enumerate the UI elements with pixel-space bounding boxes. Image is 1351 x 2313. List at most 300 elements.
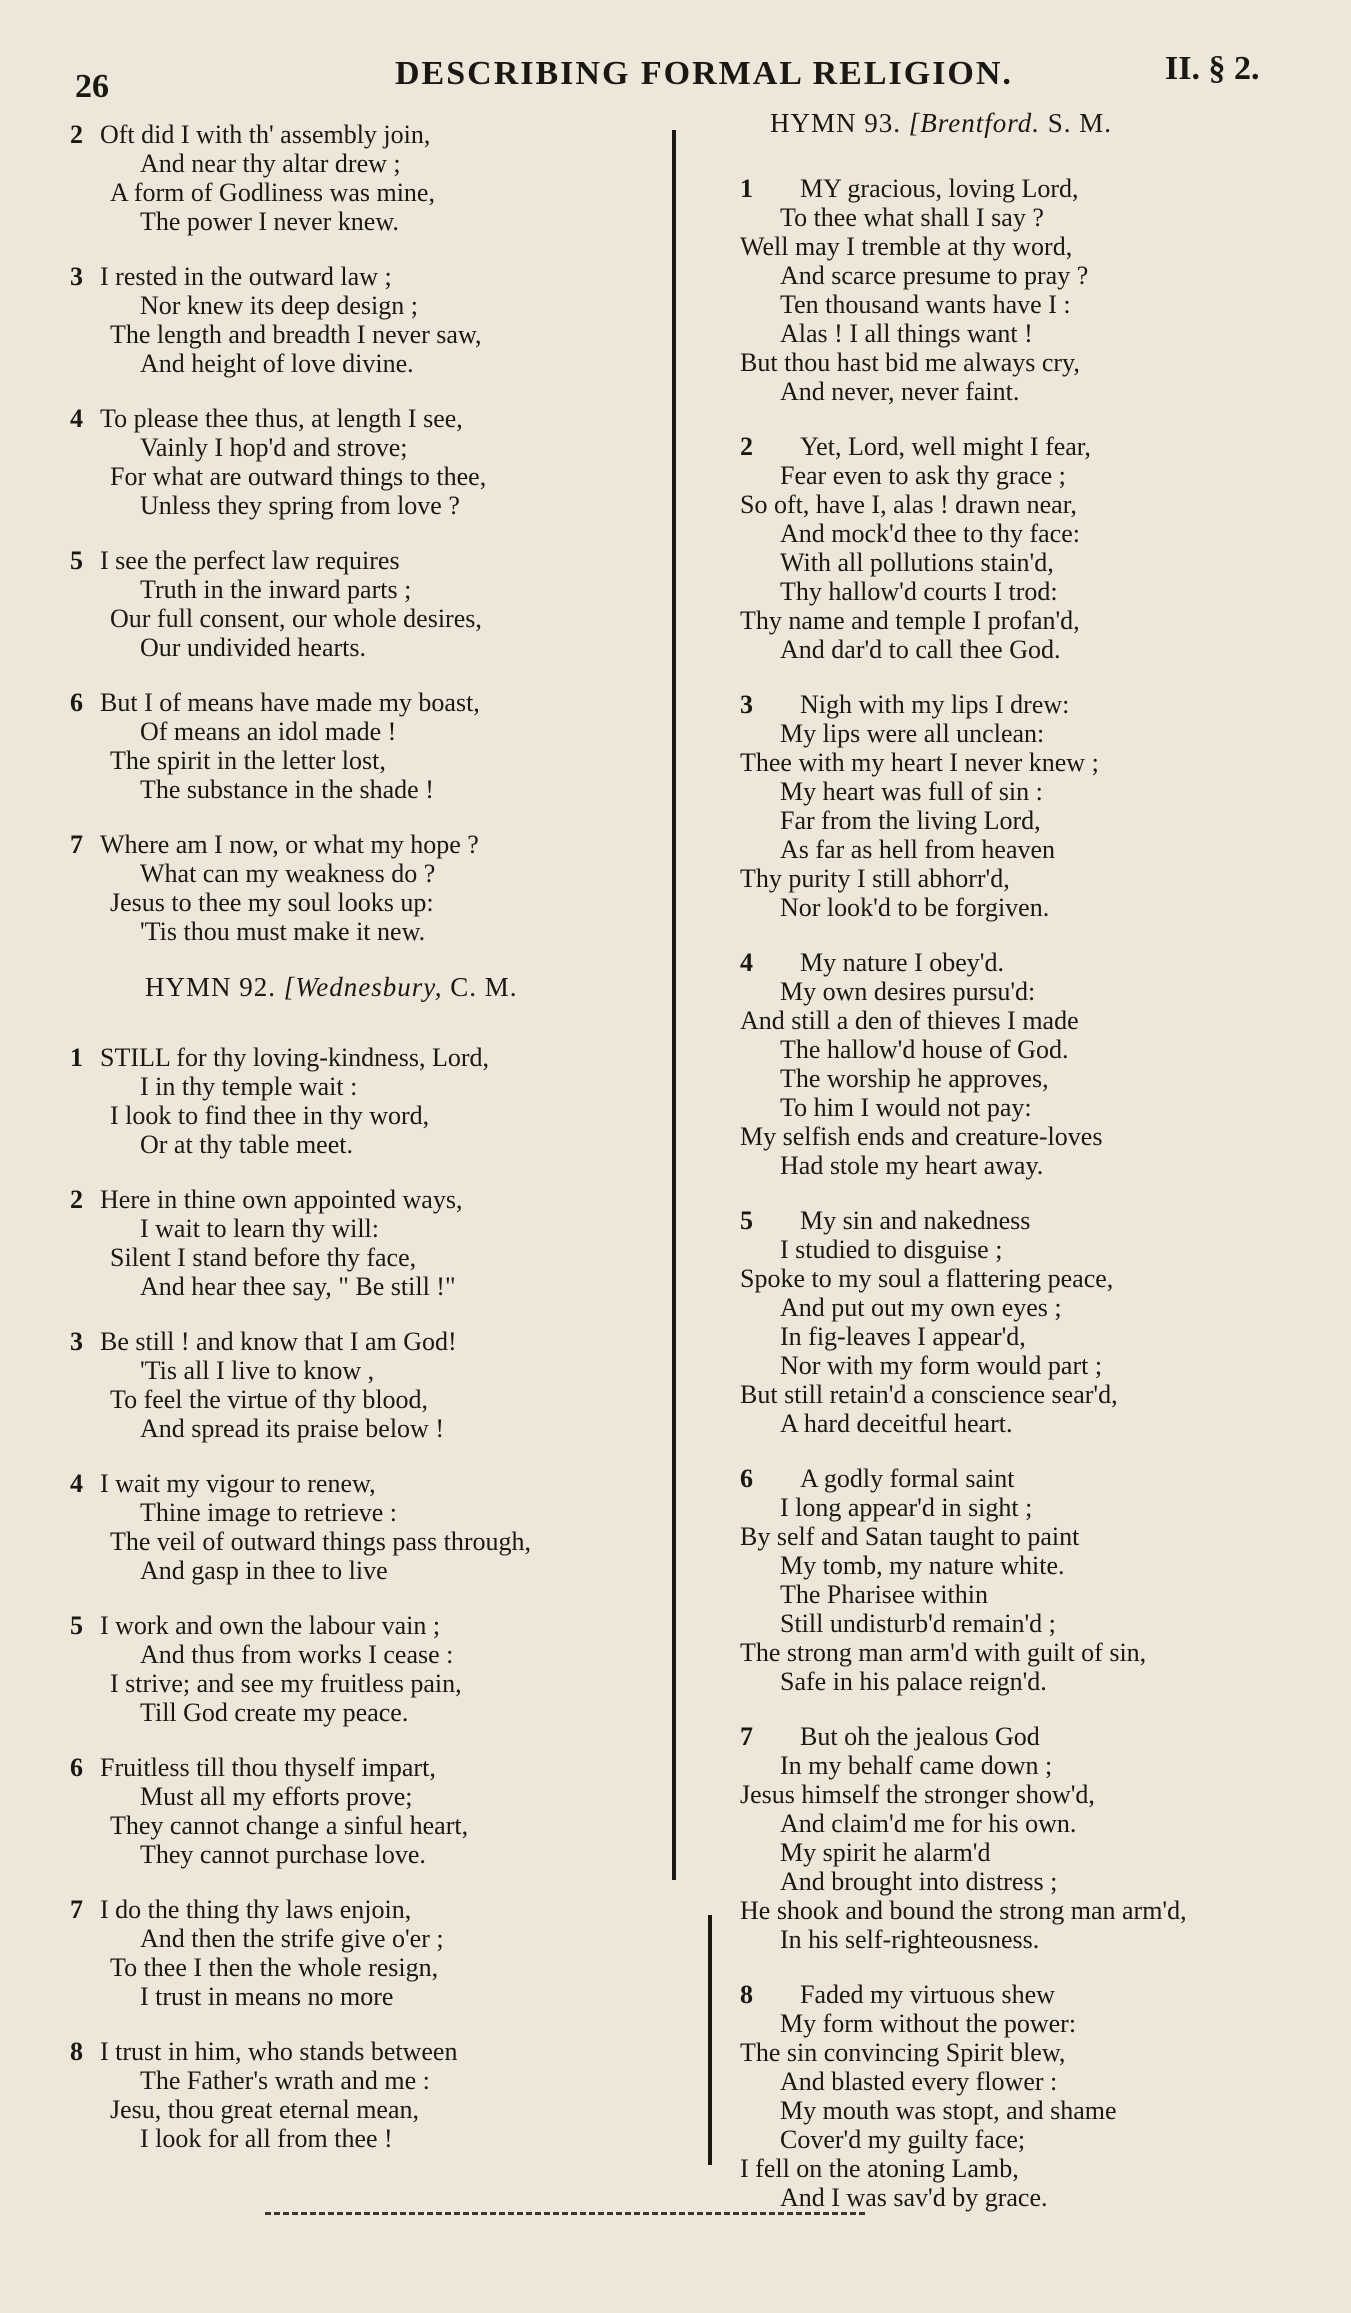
verse-line <box>740 948 1335 977</box>
verse-line <box>740 1751 1335 1780</box>
verse-line <box>740 1551 1335 1580</box>
verse-text: Nor with my form would part ; <box>780 1351 1103 1380</box>
verse-text: My lips were all unclean: <box>780 719 1045 748</box>
verse-line <box>70 1611 670 1640</box>
verse-text: I do the thing thy laws enjoin, <box>100 1895 412 1924</box>
verse-line <box>70 1043 670 1072</box>
verse-line <box>70 262 670 291</box>
verse-line <box>740 1409 1335 1438</box>
verse-text: The length and breadth I never saw, <box>110 320 482 349</box>
stanza <box>70 1327 670 1443</box>
verse-line <box>70 349 670 378</box>
verse-text: Silent I stand before thy face, <box>110 1243 417 1272</box>
verse-line <box>740 2125 1335 2154</box>
stanza-number: 8 <box>70 2037 83 2066</box>
verse-line <box>70 1982 670 2011</box>
verse-text: Spoke to my soul a flattering peace, <box>740 1264 1114 1293</box>
verse-text: The strong man arm'd with guilt of sin, <box>740 1638 1147 1667</box>
verse-text: Fruitless till thou thyself impart, <box>100 1753 436 1782</box>
verse-text: In my behalf came down ; <box>780 1751 1053 1780</box>
verse-text: Ten thousand wants have I : <box>780 290 1071 319</box>
verse-line <box>70 633 670 662</box>
stanza-number: 5 <box>70 546 83 575</box>
verse-line <box>740 1838 1335 1867</box>
verse-text: I wait to learn thy will: <box>140 1214 380 1243</box>
hymn-93-stanzas <box>740 174 1335 2212</box>
verse-text: Be still ! and know that I am God! <box>100 1327 457 1356</box>
verse-line <box>70 120 670 149</box>
verse-text: The substance in the shade ! <box>140 775 434 804</box>
verse-line <box>70 1243 670 1272</box>
verse-text: Our full consent, our whole desires, <box>110 604 482 633</box>
stanza <box>70 1753 670 1869</box>
hymn-92-tune: [Wednesbury, <box>283 972 443 1002</box>
verse-text: He shook and bound the strong man arm'd, <box>740 1896 1187 1925</box>
verse-line <box>740 835 1335 864</box>
verse-text: A form of Godliness was mine, <box>110 178 435 207</box>
verse-text: I look to find thee in thy word, <box>110 1101 430 1130</box>
verse-text: Nor look'd to be forgiven. <box>780 893 1050 922</box>
verse-text: My mouth was stopt, and shame <box>780 2096 1117 2125</box>
verse-line <box>740 1322 1335 1351</box>
verse-line <box>740 519 1335 548</box>
verse-line <box>740 1380 1335 1409</box>
verse-line <box>740 690 1335 719</box>
stanza-number: 1 <box>740 174 753 203</box>
verse-text: Vainly I hop'd and strove; <box>140 433 408 462</box>
hymn-91-continued <box>70 120 670 946</box>
stanza-number: 4 <box>70 404 83 433</box>
hymn-93-title <box>770 108 1335 139</box>
verse-line <box>70 1527 670 1556</box>
verse-line <box>740 319 1335 348</box>
verse-text: I rested in the outward law ; <box>100 262 392 291</box>
verse-line <box>70 1669 670 1698</box>
verse-text: Where am I now, or what my hope ? <box>100 830 479 859</box>
verse-line <box>740 1638 1335 1667</box>
verse-text: A godly formal saint <box>800 1464 1015 1493</box>
verse-text: To thee what shall I say ? <box>780 203 1044 232</box>
verse-line <box>70 462 670 491</box>
verse-text: And dar'd to call thee God. <box>780 635 1061 664</box>
verse-line <box>740 1122 1335 1151</box>
verse-line <box>70 433 670 462</box>
verse-line <box>740 1151 1335 1180</box>
verse-line <box>70 1753 670 1782</box>
verse-text: And hear thee say, " Be still !" <box>140 1272 456 1301</box>
verse-text: I long appear'd in sight ; <box>780 1493 1033 1522</box>
verse-line <box>740 606 1335 635</box>
verse-text: They cannot change a sinful heart, <box>110 1811 469 1840</box>
verse-line <box>740 1925 1335 1954</box>
verse-text: And brought into distress ; <box>780 1867 1058 1896</box>
verse-line <box>740 2154 1335 2183</box>
verse-line <box>70 1953 670 1982</box>
verse-line <box>70 688 670 717</box>
verse-line <box>740 377 1335 406</box>
page-number: 26 <box>75 68 109 105</box>
verse-text: Our undivided hearts. <box>140 633 367 662</box>
verse-line <box>70 917 670 946</box>
verse-text: I trust in means no more <box>140 1982 394 2011</box>
stanza-number: 3 <box>740 690 753 719</box>
verse-line <box>70 1130 670 1159</box>
verse-line <box>70 1840 670 1869</box>
verse-text: I work and own the labour vain ; <box>100 1611 441 1640</box>
verse-line <box>740 2038 1335 2067</box>
verse-line <box>740 1006 1335 1035</box>
verse-text: What can my weakness do ? <box>140 859 436 888</box>
verse-text: The worship he approves, <box>780 1064 1049 1093</box>
verse-text: 'Tis all I live to know , <box>140 1356 375 1385</box>
verse-line <box>740 977 1335 1006</box>
verse-text: Unless they spring from love ? <box>140 491 460 520</box>
verse-text: Alas ! I all things want ! <box>780 319 1033 348</box>
verse-text: To thee I then the whole resign, <box>110 1953 439 1982</box>
stanza <box>70 1469 670 1585</box>
verse-line <box>70 575 670 604</box>
verse-text: Truth in the inward parts ; <box>140 575 412 604</box>
stanza-number: 1 <box>70 1043 83 1072</box>
verse-text: My own desires pursu'd: <box>780 977 1036 1006</box>
stanza <box>70 688 670 804</box>
verse-text: Yet, Lord, well might I fear, <box>800 432 1091 461</box>
stanza <box>70 404 670 520</box>
running-title: DESCRIBING FORMAL RELIGION. <box>395 55 1013 92</box>
verse-line <box>70 491 670 520</box>
verse-text: The Father's wrath and me : <box>140 2066 430 2095</box>
verse-line <box>70 746 670 775</box>
verse-text: They cannot purchase love. <box>140 1840 426 1869</box>
verse-text: Cover'd my guilty face; <box>780 2125 1026 2154</box>
verse-line <box>70 1356 670 1385</box>
verse-line <box>740 1235 1335 1264</box>
verse-text: My tomb, my nature white. <box>780 1551 1065 1580</box>
stanza <box>70 830 670 946</box>
verse-line <box>740 1035 1335 1064</box>
stanza <box>70 1611 670 1727</box>
verse-text: Thy name and temple I profan'd, <box>740 606 1080 635</box>
stanza-number: 6 <box>70 1753 83 1782</box>
verse-line <box>70 404 670 433</box>
verse-line <box>740 203 1335 232</box>
stanza-number: 5 <box>70 1611 83 1640</box>
verse-text: My sin and nakedness <box>800 1206 1031 1235</box>
verse-line <box>740 261 1335 290</box>
verse-text: Thy purity I still abhorr'd, <box>740 864 1010 893</box>
hymn-92-label: HYMN 92. <box>145 972 277 1002</box>
verse-line <box>70 717 670 746</box>
verse-text: And blasted every flower : <box>780 2067 1058 2096</box>
verse-line <box>70 2037 670 2066</box>
page-header <box>75 50 1275 105</box>
verse-line <box>740 635 1335 664</box>
verse-text: In his self-righteousness. <box>780 1925 1040 1954</box>
verse-line <box>740 1093 1335 1122</box>
verse-text: Nigh with my lips I drew: <box>800 690 1070 719</box>
verse-text: And scarce presume to pray ? <box>780 261 1089 290</box>
left-column <box>70 120 670 2179</box>
verse-text: I wait my vigour to renew, <box>100 1469 376 1498</box>
verse-text: I fell on the atoning Lamb, <box>740 2154 1019 2183</box>
verse-line <box>70 1556 670 1585</box>
verse-line <box>70 1327 670 1356</box>
stanza-number: 7 <box>70 1895 83 1924</box>
verse-text: And I was sav'd by grace. <box>780 2183 1048 2212</box>
verse-line <box>70 2066 670 2095</box>
verse-text: Had stole my heart away. <box>780 1151 1044 1180</box>
verse-line <box>740 1351 1335 1380</box>
stanza <box>70 1895 670 2011</box>
verse-line <box>740 232 1335 261</box>
stanza <box>740 1464 1335 1696</box>
verse-line <box>740 1667 1335 1696</box>
verse-line <box>740 1867 1335 1896</box>
verse-line <box>70 1811 670 1840</box>
verse-text: STILL for thy loving-kindness, Lord, <box>100 1043 489 1072</box>
verse-text: Safe in his palace reign'd. <box>780 1667 1047 1696</box>
stanza-number: 3 <box>70 1327 83 1356</box>
verse-text: I in thy temple wait : <box>140 1072 358 1101</box>
verse-text: Nor knew its deep design ; <box>140 291 419 320</box>
stanza <box>740 1722 1335 1954</box>
verse-line <box>740 548 1335 577</box>
verse-text: With all pollutions stain'd, <box>780 548 1054 577</box>
verse-text: And never, never faint. <box>780 377 1020 406</box>
verse-line <box>70 2124 670 2153</box>
stanza-number: 7 <box>70 830 83 859</box>
verse-text: Still undisturb'd remain'd ; <box>780 1609 1056 1638</box>
verse-line <box>70 1698 670 1727</box>
stanza-number: 8 <box>740 1980 753 2009</box>
verse-text: Far from the living Lord, <box>780 806 1041 835</box>
verse-line <box>740 1264 1335 1293</box>
stanza <box>740 1206 1335 1438</box>
verse-line <box>70 1072 670 1101</box>
stanza <box>70 120 670 236</box>
verse-line <box>70 2095 670 2124</box>
verse-text: And thus from works I cease : <box>140 1640 454 1669</box>
verse-text: To please thee thus, at length I see, <box>100 404 463 433</box>
verse-text: So oft, have I, alas ! drawn near, <box>740 490 1077 519</box>
verse-text: As far as hell from heaven <box>780 835 1056 864</box>
verse-line <box>70 1782 670 1811</box>
verse-text: My selfish ends and creature-loves <box>740 1122 1103 1151</box>
verse-text: The veil of outward things pass through, <box>110 1527 531 1556</box>
verse-text: I trust in him, who stands between <box>100 2037 458 2066</box>
verse-line <box>70 1185 670 1214</box>
verse-text: My heart was full of sin : <box>780 777 1043 806</box>
verse-line <box>740 2096 1335 2125</box>
verse-line <box>70 1214 670 1243</box>
verse-line <box>70 546 670 575</box>
stanza <box>70 1185 670 1301</box>
section-mark: II. § 2. <box>1165 50 1260 87</box>
verse-line <box>70 1895 670 1924</box>
hymn-93-label: HYMN 93. <box>770 108 902 138</box>
verse-line <box>70 1101 670 1130</box>
verse-text: Fear even to ask thy grace ; <box>780 461 1066 490</box>
verse-text: The power I never knew. <box>140 207 399 236</box>
verse-text: But thou hast bid me always cry, <box>740 348 1080 377</box>
stanza-number: 5 <box>740 1206 753 1235</box>
verse-line <box>740 2067 1335 2096</box>
verse-line <box>740 2183 1335 2212</box>
verse-text: I studied to disguise ; <box>780 1235 1003 1264</box>
verse-line <box>70 1498 670 1527</box>
verse-line <box>740 1580 1335 1609</box>
verse-line <box>740 719 1335 748</box>
verse-line <box>740 864 1335 893</box>
stanza <box>740 432 1335 664</box>
verse-line <box>740 806 1335 835</box>
verse-line <box>70 178 670 207</box>
stanza <box>70 2037 670 2153</box>
verse-text: I look for all from thee ! <box>140 2124 393 2153</box>
verse-text: Faded my virtuous shew <box>800 1980 1055 2009</box>
verse-text: But I of means have made my boast, <box>100 688 480 717</box>
verse-text: But still retain'd a conscience sear'd, <box>740 1380 1118 1409</box>
verse-text: And near thy altar drew ; <box>140 149 401 178</box>
stanza <box>740 948 1335 1180</box>
column-divider <box>672 130 676 1880</box>
verse-text: Well may I tremble at thy word, <box>740 232 1073 261</box>
right-column <box>740 108 1335 2238</box>
verse-line <box>70 291 670 320</box>
verse-line <box>70 888 670 917</box>
hymn-93-tune: [Brentford. <box>908 108 1041 138</box>
stanza-number: 2 <box>740 432 753 461</box>
verse-text: My form without the power: <box>780 2009 1077 2038</box>
verse-line <box>70 207 670 236</box>
verse-text: Jesus to thee my soul looks up: <box>110 888 434 917</box>
verse-text: Jesus himself the stronger show'd, <box>740 1780 1095 1809</box>
verse-text: Thy hallow'd courts I trod: <box>780 577 1058 606</box>
verse-text: Here in thine own appointed ways, <box>100 1185 463 1214</box>
verse-text: Must all my efforts prove; <box>140 1782 413 1811</box>
verse-text: 'Tis thou must make it new. <box>140 917 426 946</box>
verse-text: And height of love divine. <box>140 349 414 378</box>
hymn-92-title <box>145 972 670 1003</box>
verse-text: My spirit he alarm'd <box>780 1838 991 1867</box>
verse-line <box>740 1522 1335 1551</box>
stanza <box>70 262 670 378</box>
stanza-number: 6 <box>740 1464 753 1493</box>
verse-text: Till God create my peace. <box>140 1698 409 1727</box>
verse-text: The hallow'd house of God. <box>780 1035 1069 1064</box>
verse-line <box>70 830 670 859</box>
verse-text: The Pharisee within <box>780 1580 988 1609</box>
verse-line <box>740 1896 1335 1925</box>
verse-line <box>740 1809 1335 1838</box>
hymn-92-stanzas <box>70 1043 670 2153</box>
verse-line <box>740 577 1335 606</box>
verse-text: Of means an idol made ! <box>140 717 397 746</box>
stanza <box>740 1980 1335 2212</box>
verse-line <box>740 893 1335 922</box>
verse-line <box>70 1385 670 1414</box>
verse-text: To feel the virtue of thy blood, <box>110 1385 429 1414</box>
verse-text: Jesu, thou great eternal mean, <box>110 2095 419 2124</box>
verse-line <box>740 290 1335 319</box>
verse-text: By self and Satan taught to paint <box>740 1522 1080 1551</box>
stanza-number: 2 <box>70 1185 83 1214</box>
verse-line <box>740 1980 1335 2009</box>
verse-line <box>70 1640 670 1669</box>
verse-line <box>70 1414 670 1443</box>
verse-text: For what are outward things to thee, <box>110 462 487 491</box>
verse-line <box>70 604 670 633</box>
verse-line <box>740 1780 1335 1809</box>
verse-text: And then the strife give o'er ; <box>140 1924 444 1953</box>
verse-line <box>740 748 1335 777</box>
stanza-number: 6 <box>70 688 83 717</box>
stanza <box>70 1043 670 1159</box>
verse-text: My nature I obey'd. <box>800 948 1004 977</box>
verse-text: And put out my own eyes ; <box>780 1293 1062 1322</box>
verse-line <box>740 490 1335 519</box>
stanza <box>740 690 1335 922</box>
hymn-93-meter: S. M. <box>1047 108 1113 138</box>
stanza-number: 4 <box>70 1469 83 1498</box>
verse-line <box>70 149 670 178</box>
verse-line <box>70 775 670 804</box>
verse-line <box>70 1469 670 1498</box>
verse-line <box>740 1206 1335 1235</box>
verse-line <box>70 320 670 349</box>
verse-line <box>740 2009 1335 2038</box>
verse-text: I strive; and see my fruitless pain, <box>110 1669 462 1698</box>
verse-text: Or at thy table meet. <box>140 1130 353 1159</box>
verse-text: And mock'd thee to thy face: <box>780 519 1080 548</box>
stanza <box>70 546 670 662</box>
verse-text: And still a den of thieves I made <box>740 1006 1079 1035</box>
verse-text: But oh the jealous God <box>800 1722 1040 1751</box>
verse-text: And claim'd me for his own. <box>780 1809 1077 1838</box>
hymn-92-meter: C. M. <box>450 972 518 1002</box>
verse-text: A hard deceitful heart. <box>780 1409 1013 1438</box>
verse-text: And gasp in thee to live <box>140 1556 388 1585</box>
verse-line <box>740 1293 1335 1322</box>
verse-line <box>740 1493 1335 1522</box>
verse-line <box>740 174 1335 203</box>
stanza-number: 3 <box>70 262 83 291</box>
verse-line <box>740 432 1335 461</box>
footer-rule <box>265 2212 865 2219</box>
verse-text: Thine image to retrieve : <box>140 1498 398 1527</box>
stanza <box>740 174 1335 406</box>
verse-line <box>740 1064 1335 1093</box>
stanza-number: 4 <box>740 948 753 977</box>
verse-text: And spread its praise below ! <box>140 1414 444 1443</box>
verse-text: In fig-leaves I appear'd, <box>780 1322 1026 1351</box>
stanza-number: 7 <box>740 1722 753 1751</box>
verse-line <box>740 1609 1335 1638</box>
column-divider-lower <box>708 1915 712 2165</box>
verse-line <box>740 1722 1335 1751</box>
verse-line <box>70 859 670 888</box>
verse-text: Oft did I with th' assembly join, <box>100 120 431 149</box>
verse-line <box>740 777 1335 806</box>
verse-line <box>740 461 1335 490</box>
verse-text: Thee with my heart I never knew ; <box>740 748 1099 777</box>
verse-text: To him I would not pay: <box>780 1093 1032 1122</box>
verse-line <box>70 1924 670 1953</box>
verse-line <box>740 348 1335 377</box>
verse-text: The spirit in the letter lost, <box>110 746 386 775</box>
verse-text: The sin convincing Spirit blew, <box>740 2038 1066 2067</box>
verse-line <box>740 1464 1335 1493</box>
